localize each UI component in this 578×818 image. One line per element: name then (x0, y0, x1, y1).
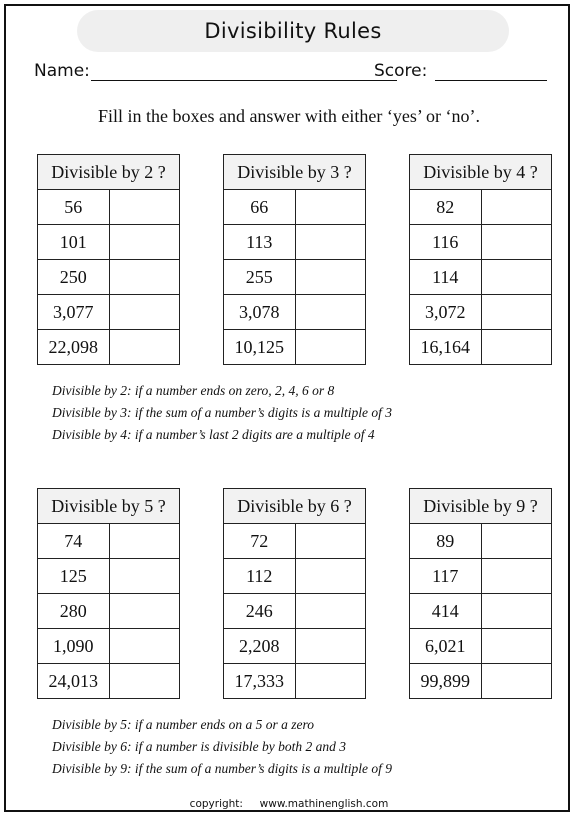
title-text: Divisibility Rules (204, 19, 382, 43)
table-row (224, 594, 366, 629)
answer-box[interactable] (295, 524, 365, 559)
number-cell: 113 (224, 225, 296, 260)
table-row (38, 330, 180, 365)
rules-bottom (52, 714, 392, 780)
copyright-footer (0, 798, 578, 810)
table-row (410, 664, 552, 699)
answer-box[interactable] (481, 559, 551, 594)
number-cell: 99,899 (410, 664, 482, 699)
answer-box[interactable] (481, 524, 551, 559)
answer-box[interactable] (109, 559, 179, 594)
score-blank[interactable] (435, 80, 547, 81)
table-header: Divisible by 9 ? (410, 489, 552, 524)
instructions: Fill in the boxes and answer with either ‘yes’ or ‘no’. (97, 106, 481, 126)
answer-box[interactable] (295, 664, 365, 699)
name-blank[interactable] (91, 80, 397, 81)
table-row (224, 524, 366, 559)
answer-box[interactable] (481, 629, 551, 664)
number-cell: 2,208 (224, 629, 296, 664)
table-row (224, 190, 366, 225)
number-cell: 82 (410, 190, 482, 225)
number-cell: 66 (224, 190, 296, 225)
number-cell: 117 (410, 559, 482, 594)
answer-box[interactable] (295, 559, 365, 594)
number-cell: 250 (38, 260, 110, 295)
answer-box[interactable] (481, 664, 551, 699)
answer-box[interactable] (481, 225, 551, 260)
table-row (410, 330, 552, 365)
table-divisible-by-6 (223, 488, 366, 699)
number-cell: 246 (224, 594, 296, 629)
answer-box[interactable] (481, 330, 551, 365)
number-cell: 6,021 (410, 629, 482, 664)
answer-box[interactable] (481, 295, 551, 330)
table-divisible-by-5 (37, 488, 180, 699)
answer-box[interactable] (295, 190, 365, 225)
number-cell: 114 (410, 260, 482, 295)
answer-box[interactable] (109, 629, 179, 664)
table-row (224, 559, 366, 594)
table-row (224, 330, 366, 365)
number-cell: 3,072 (410, 295, 482, 330)
table-row (410, 260, 552, 295)
table-row (38, 260, 180, 295)
score-label: Score: (374, 61, 428, 81)
answer-box[interactable] (109, 594, 179, 629)
number-cell: 24,013 (38, 664, 110, 699)
table-row (38, 594, 180, 629)
number-cell: 10,125 (224, 330, 296, 365)
number-cell: 3,077 (38, 295, 110, 330)
answer-box[interactable] (481, 190, 551, 225)
table-row (410, 594, 552, 629)
rule-line: Divisible by 6: if a number is divisible by both 2 and 3 (52, 739, 346, 754)
table-row (410, 295, 552, 330)
answer-box[interactable] (295, 225, 365, 260)
rule-line: Divisible by 5: if a number ends on a 5 or a zero (52, 717, 314, 732)
number-cell: 74 (38, 524, 110, 559)
table-row (38, 225, 180, 260)
number-cell: 3,078 (224, 295, 296, 330)
answer-box[interactable] (481, 260, 551, 295)
name-label: Name: (34, 61, 90, 81)
table-divisible-by-2 (37, 154, 180, 365)
table-row (38, 295, 180, 330)
number-cell: 125 (38, 559, 110, 594)
table-row (38, 524, 180, 559)
worksheet-title (77, 10, 509, 52)
table-row (38, 629, 180, 664)
rule-line: Divisible by 9: if the sum of a number’s digits is a multiple of 9 (52, 761, 392, 776)
copyright-label: copyright: (189, 798, 243, 810)
answer-box[interactable] (295, 295, 365, 330)
number-cell: 17,333 (224, 664, 296, 699)
answer-box[interactable] (109, 260, 179, 295)
table-header: Divisible by 5 ? (38, 489, 180, 524)
table-row (224, 629, 366, 664)
table-row (224, 260, 366, 295)
table-row (410, 629, 552, 664)
table-header: Divisible by 4 ? (410, 155, 552, 190)
number-cell: 1,090 (38, 629, 110, 664)
number-cell: 22,098 (38, 330, 110, 365)
answer-box[interactable] (295, 260, 365, 295)
table-row (38, 559, 180, 594)
number-cell: 72 (224, 524, 296, 559)
table-row (38, 664, 180, 699)
table-row (224, 225, 366, 260)
table-header: Divisible by 2 ? (38, 155, 180, 190)
number-cell: 112 (224, 559, 296, 594)
table-row (410, 559, 552, 594)
rules-top (52, 380, 392, 446)
answer-box[interactable] (109, 524, 179, 559)
answer-box[interactable] (109, 225, 179, 260)
number-cell: 280 (38, 594, 110, 629)
number-cell: 255 (224, 260, 296, 295)
answer-box[interactable] (109, 330, 179, 365)
table-divisible-by-3 (223, 154, 366, 365)
answer-box[interactable] (295, 330, 365, 365)
website-link[interactable]: www.mathinenglish.com (259, 798, 389, 810)
table-row (410, 225, 552, 260)
answer-box[interactable] (295, 594, 365, 629)
rule-line: Divisible by 4: if a number’s last 2 digits are a multiple of 4 (52, 427, 375, 442)
answer-box[interactable] (481, 594, 551, 629)
number-cell: 89 (410, 524, 482, 559)
table-header: Divisible by 6 ? (224, 489, 366, 524)
table-header: Divisible by 3 ? (224, 155, 366, 190)
table-divisible-by-9 (409, 488, 552, 699)
table-row (38, 190, 180, 225)
number-cell: 414 (410, 594, 482, 629)
table-divisible-by-4 (409, 154, 552, 365)
name-score-row (34, 59, 554, 85)
rule-line: Divisible by 3: if the sum of a number’s digits is a multiple of 3 (52, 405, 392, 420)
answer-box[interactable] (109, 295, 179, 330)
table-row (224, 664, 366, 699)
number-cell: 101 (38, 225, 110, 260)
rule-line: Divisible by 2: if a number ends on zero, 2, 4, 6 or 8 (52, 383, 335, 398)
answer-box[interactable] (109, 190, 179, 225)
answer-box[interactable] (295, 629, 365, 664)
answer-box[interactable] (109, 664, 179, 699)
table-row (410, 524, 552, 559)
table-row (410, 190, 552, 225)
number-cell: 116 (410, 225, 482, 260)
number-cell: 56 (38, 190, 110, 225)
number-cell: 16,164 (410, 330, 482, 365)
table-row (224, 295, 366, 330)
